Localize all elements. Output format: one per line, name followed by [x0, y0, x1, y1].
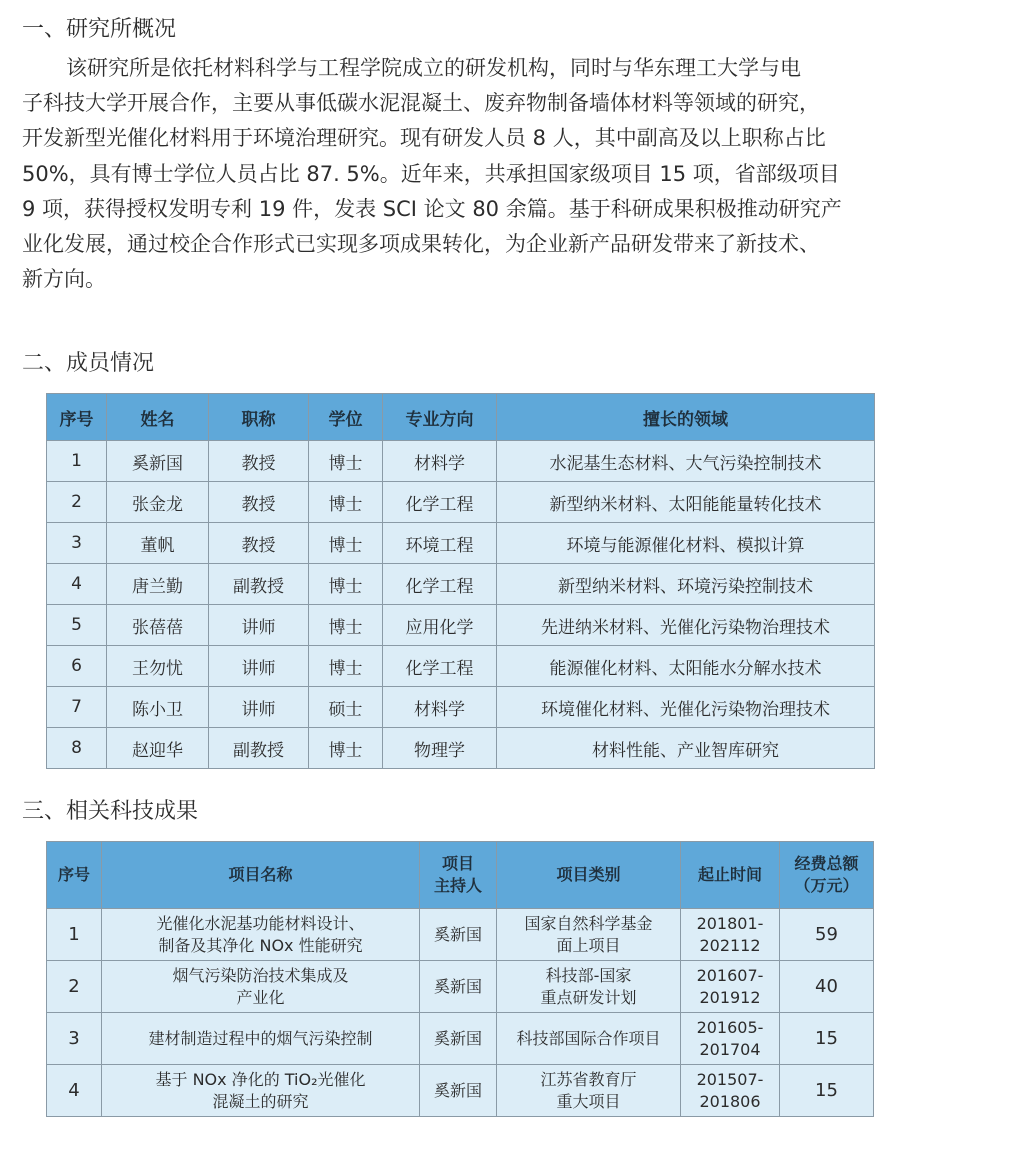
- cell-line: 202112: [699, 935, 761, 955]
- paragraph-line: 子科技大学开展合作，主要从事低碳水泥混凝土、废弃物制备墙体材料等领域的研究，: [22, 91, 820, 116]
- paragraph-line: 新方向。: [22, 267, 106, 292]
- cell-title: 讲师: [209, 687, 309, 728]
- cell-line: 201801-: [696, 913, 764, 933]
- table-row: [47, 687, 875, 728]
- cell-degree: 博士: [309, 482, 383, 523]
- table-row: [47, 728, 875, 769]
- cell-no: 1: [47, 909, 102, 961]
- col-header-funding: [780, 842, 874, 909]
- cell-line: 国家自然科学基金: [524, 913, 653, 933]
- cell-line: 重点研发计划: [540, 987, 637, 1007]
- overview-paragraph: [22, 51, 902, 297]
- cell-funding: 15: [780, 1013, 874, 1065]
- header-line: 主持人: [433, 876, 482, 895]
- cell-major: 环境工程: [383, 523, 497, 564]
- cell-project-name: [102, 1013, 420, 1065]
- cell-category: [497, 961, 681, 1013]
- cell-expertise: 新型纳米材料、环境污染控制技术: [497, 564, 875, 605]
- cell-no: 5: [47, 605, 107, 646]
- table-row: [47, 1013, 874, 1065]
- cell-degree: 博士: [309, 728, 383, 769]
- cell-degree: 博士: [309, 441, 383, 482]
- col-header-no: 序号: [47, 842, 102, 909]
- cell-expertise: 先进纳米材料、光催化污染物治理技术: [497, 605, 875, 646]
- cell-period: [681, 1013, 780, 1065]
- cell-title: 教授: [209, 523, 309, 564]
- cell-major: 化学工程: [383, 482, 497, 523]
- cell-degree: 博士: [309, 605, 383, 646]
- cell-line: 江苏省教育厅: [540, 1069, 637, 1089]
- cell-no: 2: [47, 482, 107, 523]
- projects-table: [46, 841, 874, 1117]
- col-header-major: 专业方向: [383, 394, 497, 441]
- cell-degree: 博士: [309, 523, 383, 564]
- cell-name: 张金龙: [107, 482, 209, 523]
- paragraph-line: 该研究所是依托材料科学与工程学院成立的研发机构，同时与华东理工大学与电: [66, 56, 801, 80]
- cell-expertise: 能源催化材料、太阳能水分解水技术: [497, 646, 875, 687]
- cell-expertise: 环境催化材料、光催化污染物治理技术: [497, 687, 875, 728]
- cell-no: 6: [47, 646, 107, 687]
- cell-major: 材料学: [383, 687, 497, 728]
- members-table: [46, 393, 875, 769]
- header-line: 项目: [441, 854, 474, 873]
- cell-line: 基于 NOx 净化的 TiO₂光催化: [155, 1069, 366, 1089]
- cell-degree: 博士: [309, 564, 383, 605]
- cell-line: 201912: [699, 987, 761, 1007]
- section-achievements-title: 三、相关科技成果: [22, 799, 199, 824]
- cell-line: 建材制造过程中的烟气污染控制: [148, 1028, 373, 1048]
- cell-line: 产业化: [236, 987, 285, 1007]
- col-header-host: [420, 842, 497, 909]
- cell-major: 材料学: [383, 441, 497, 482]
- header-line: （万元）: [794, 876, 859, 895]
- cell-line: 201806: [699, 1091, 761, 1111]
- cell-no: 3: [47, 1013, 102, 1065]
- table-row: [47, 1065, 874, 1117]
- col-header-name: 姓名: [107, 394, 209, 441]
- header-line: 经费总额: [794, 854, 859, 873]
- table-row: [47, 482, 875, 523]
- col-header-period: 起止时间: [681, 842, 780, 909]
- cell-name: 董帆: [107, 523, 209, 564]
- cell-funding: 15: [780, 1065, 874, 1117]
- paragraph-line: 业化发展，通过校企合作形式已实现多项成果转化，为企业新产品研发带来了新技术、: [22, 231, 820, 256]
- cell-expertise: 材料性能、产业智库研究: [497, 728, 875, 769]
- cell-title: 教授: [209, 482, 309, 523]
- col-header-title: 职称: [209, 394, 309, 441]
- projects-header-row: [47, 842, 874, 909]
- cell-major: 化学工程: [383, 564, 497, 605]
- table-row: [47, 564, 875, 605]
- cell-funding: 59: [780, 909, 874, 961]
- col-header-degree: 学位: [309, 394, 383, 441]
- cell-major: 应用化学: [383, 605, 497, 646]
- section-overview-title: 一、研究所概况: [22, 17, 177, 42]
- col-header-category: 项目类别: [497, 842, 681, 909]
- cell-line: 科技部国际合作项目: [516, 1028, 661, 1048]
- col-header-expertise: 擅长的领域: [497, 394, 875, 441]
- cell-line: 制备及其净化 NOx 性能研究: [158, 935, 363, 955]
- table-row: [47, 605, 875, 646]
- cell-no: 3: [47, 523, 107, 564]
- cell-name: 唐兰勤: [107, 564, 209, 605]
- cell-degree: 博士: [309, 646, 383, 687]
- cell-host: 奚新国: [420, 961, 497, 1013]
- cell-name: 陈小卫: [107, 687, 209, 728]
- cell-funding: 40: [780, 961, 874, 1013]
- paragraph-line: 9 项，获得授权发明专利 19 件，发表 SCI 论文 80 余篇。基于科研成果积极推动研究产: [22, 196, 842, 221]
- cell-degree: 硕士: [309, 687, 383, 728]
- cell-line: 面上项目: [556, 935, 621, 955]
- cell-no: 4: [47, 564, 107, 605]
- cell-title: 讲师: [209, 646, 309, 687]
- cell-project-name: [102, 1065, 420, 1117]
- cell-category: [497, 1013, 681, 1065]
- cell-major: 化学工程: [383, 646, 497, 687]
- cell-name: 王勿忧: [107, 646, 209, 687]
- cell-project-name: [102, 909, 420, 961]
- paragraph-line: 开发新型光催化材料用于环境治理研究。现有研发人员 8 人，其中副高及以上职称占比: [22, 126, 826, 151]
- cell-name: 奚新国: [107, 441, 209, 482]
- cell-expertise: 环境与能源催化材料、模拟计算: [497, 523, 875, 564]
- cell-line: 烟气污染防治技术集成及: [172, 965, 349, 985]
- table-row: [47, 646, 875, 687]
- cell-period: [681, 1065, 780, 1117]
- table-row: [47, 523, 875, 564]
- paragraph-line: 50%，具有博士学位人员占比 87. 5%。近年来，共承担国家级项目 15 项，省部级项目: [22, 161, 840, 186]
- cell-no: 2: [47, 961, 102, 1013]
- col-header-no: 序号: [47, 394, 107, 441]
- cell-host: 奚新国: [420, 1013, 497, 1065]
- cell-title: 讲师: [209, 605, 309, 646]
- cell-no: 1: [47, 441, 107, 482]
- cell-period: [681, 909, 780, 961]
- cell-expertise: 水泥基生态材料、大气污染控制技术: [497, 441, 875, 482]
- cell-line: 光催化水泥基功能材料设计、: [156, 913, 365, 933]
- cell-title: 副教授: [209, 564, 309, 605]
- table-row: [47, 441, 875, 482]
- section-members-title: 二、成员情况: [22, 351, 155, 376]
- cell-host: 奚新国: [420, 1065, 497, 1117]
- table-row: [47, 909, 874, 961]
- cell-line: 科技部-国家: [545, 965, 632, 985]
- col-header-project-name: 项目名称: [102, 842, 420, 909]
- cell-line: 201607-: [696, 965, 764, 985]
- cell-name: 赵迎华: [107, 728, 209, 769]
- cell-line: 201507-: [696, 1069, 764, 1089]
- cell-period: [681, 961, 780, 1013]
- cell-line: 201704: [699, 1039, 761, 1059]
- cell-title: 副教授: [209, 728, 309, 769]
- cell-line: 201605-: [696, 1017, 764, 1037]
- members-header-row: [47, 394, 875, 441]
- table-row: [47, 961, 874, 1013]
- cell-category: [497, 909, 681, 961]
- cell-line: 重大项目: [556, 1091, 621, 1111]
- cell-name: 张蓓蓓: [107, 605, 209, 646]
- cell-category: [497, 1065, 681, 1117]
- cell-line: 混凝土的研究: [212, 1091, 309, 1111]
- cell-host: 奚新国: [420, 909, 497, 961]
- cell-expertise: 新型纳米材料、太阳能能量转化技术: [497, 482, 875, 523]
- cell-title: 教授: [209, 441, 309, 482]
- cell-no: 8: [47, 728, 107, 769]
- cell-no: 4: [47, 1065, 102, 1117]
- cell-major: 物理学: [383, 728, 497, 769]
- cell-no: 7: [47, 687, 107, 728]
- cell-project-name: [102, 961, 420, 1013]
